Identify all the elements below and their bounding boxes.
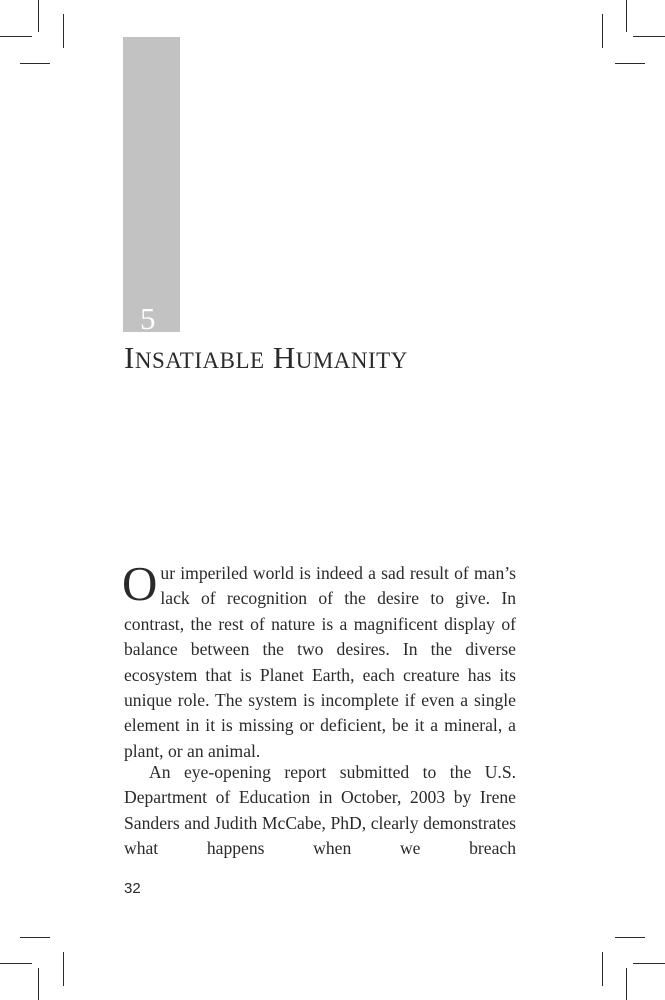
crop-mark — [633, 963, 665, 964]
crop-mark — [626, 0, 627, 32]
crop-mark — [626, 968, 627, 1000]
crop-mark — [602, 14, 603, 48]
crop-mark — [615, 63, 645, 64]
chapter-title-initial: H — [272, 340, 296, 375]
chapter-number: 5 — [140, 301, 156, 336]
crop-mark — [0, 963, 32, 964]
chapter-title — [124, 342, 408, 373]
drop-cap: O — [122, 556, 158, 611]
crop-mark — [602, 952, 603, 986]
crop-mark — [633, 36, 665, 37]
crop-mark — [63, 14, 64, 48]
chapter-title-initial: I — [124, 340, 135, 375]
crop-mark — [0, 36, 32, 37]
page-number: 32 — [124, 880, 141, 897]
crop-mark — [38, 0, 39, 32]
paragraph-1 — [122, 556, 516, 764]
chapter-bar — [123, 37, 180, 336]
paragraph-2 — [124, 760, 516, 862]
crop-mark — [20, 63, 50, 64]
crop-mark — [20, 937, 50, 938]
chapter-title-rest: UMANITY — [295, 348, 408, 373]
crop-mark — [38, 968, 39, 1000]
chapter-title-rest: NSATIABLE — [134, 348, 265, 373]
crop-mark — [63, 952, 64, 986]
paragraph-2-text: An eye-opening report submitted to the U.S. Department of Education in October, 2003 by Irene Sanders and Judith McCabe, PhD, clearly demonstrates what happens when we breach — [124, 762, 516, 859]
paragraph-1-text: ur imperiled world is indeed a sad result of man’s lack of recognition of the desire to give. In contrast, the rest of nature is a magnificent display of balance between the two desires. In the diverse ecosystem that is Planet Earth, each creature has its unique role. The system is incomplete if even a single element in it is missing or deficient, be it a mineral, a plant, or an animal. — [124, 563, 516, 761]
crop-mark — [615, 937, 645, 938]
